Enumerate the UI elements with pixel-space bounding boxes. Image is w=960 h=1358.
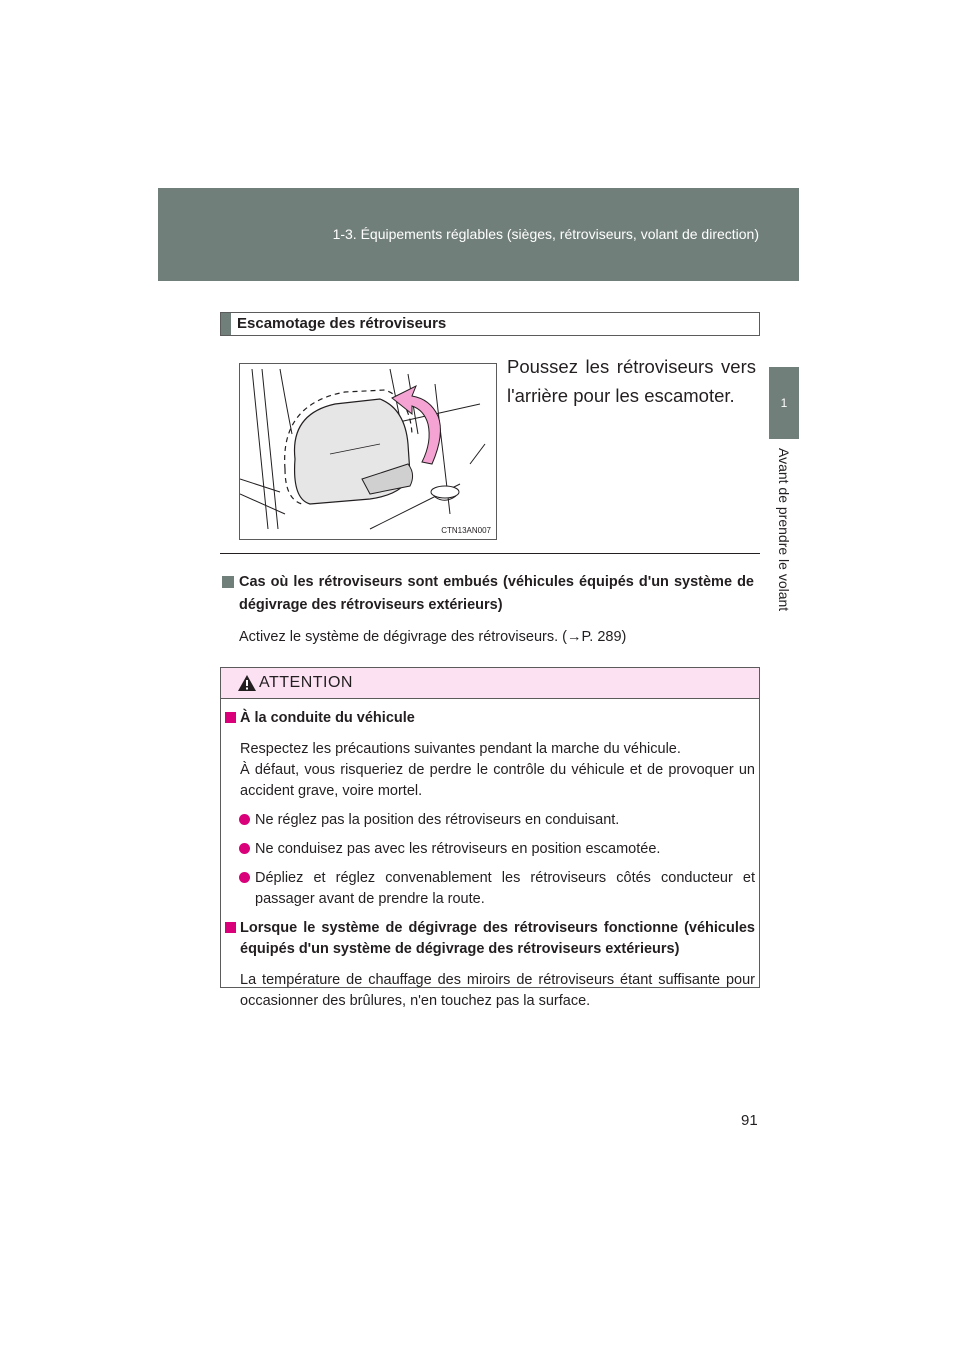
square-bullet-icon bbox=[225, 922, 236, 933]
section-accent bbox=[221, 313, 231, 335]
note-body: Activez le système de dégivrage des rétroviseurs. (→P. 289) bbox=[239, 629, 627, 645]
defog-note bbox=[222, 571, 754, 648]
chapter-tab: 1 bbox=[769, 367, 799, 439]
warning-content bbox=[225, 708, 755, 1012]
chapter-side-label: Avant de prendre le volant bbox=[776, 448, 792, 612]
bullet-dot-icon bbox=[239, 872, 250, 883]
warning-paragraph: À défaut, vous risqueriez de perdre le contrôle du véhicule et de provoquer un accident grave, voire mortel. bbox=[240, 762, 755, 799]
divider bbox=[220, 553, 760, 554]
mirror-folding-illustration bbox=[239, 363, 497, 540]
warning-bullet-text: Ne réglez pas la position des rétroviseurs en conduisant. bbox=[255, 812, 620, 828]
chapter-header-band bbox=[158, 188, 799, 281]
warning-box bbox=[220, 667, 760, 1009]
warning-item-title bbox=[225, 708, 755, 729]
section-path: 1-3. Équipements réglables (sièges, rétroviseurs, volant de direction) bbox=[332, 226, 759, 242]
warning-bullet bbox=[225, 839, 755, 860]
warning-bullet bbox=[225, 868, 755, 910]
bullet-dot-icon bbox=[239, 843, 250, 854]
warning-label: ATTENTION bbox=[259, 674, 353, 691]
square-bullet-icon bbox=[222, 576, 234, 588]
mirror-drawing bbox=[240, 364, 496, 539]
warning-item-title bbox=[225, 918, 755, 960]
warning-bullet-text: Ne conduisez pas avec les rétroviseurs en position escamotée. bbox=[255, 841, 661, 857]
intro-text: Poussez les rétroviseurs vers l'arrière pour les escamoter. bbox=[507, 356, 756, 406]
warning-bullet bbox=[225, 810, 755, 831]
section-title: Escamotage des rétroviseurs bbox=[237, 315, 447, 332]
figure-code: CTN13AN007 bbox=[441, 526, 491, 535]
note-title: Cas où les rétroviseurs sont embués (véhicules équipés d'un système de dégivrage des rétroviseurs extérieurs) bbox=[239, 574, 754, 613]
page-number: 91 bbox=[741, 1112, 758, 1129]
warning-paragraph: Respectez les précautions suivantes pendant la marche du véhicule. bbox=[240, 741, 681, 757]
warning-item-title-text: Lorsque le système de dégivrage des rétroviseurs fonctionne (véhicules équipés d'un système de dégivrage des rétroviseurs extérieurs) bbox=[240, 920, 755, 957]
warning-triangle-icon bbox=[237, 674, 257, 692]
warning-header bbox=[221, 668, 759, 699]
section-heading bbox=[220, 312, 760, 336]
warning-paragraph: La température de chauffage des miroirs de rétroviseurs étant suffisante pour occasionner des brûlures, n'en touchez pas la surface. bbox=[240, 972, 755, 1009]
square-bullet-icon bbox=[225, 712, 236, 723]
warning-item-title-text: À la conduite du véhicule bbox=[240, 710, 415, 726]
warning-bullet-text: Dépliez et réglez convenablement les rétroviseurs côtés conducteur et passager avant de prendre la route. bbox=[255, 870, 755, 907]
note-heading bbox=[222, 571, 754, 617]
bullet-dot-icon bbox=[239, 814, 250, 825]
